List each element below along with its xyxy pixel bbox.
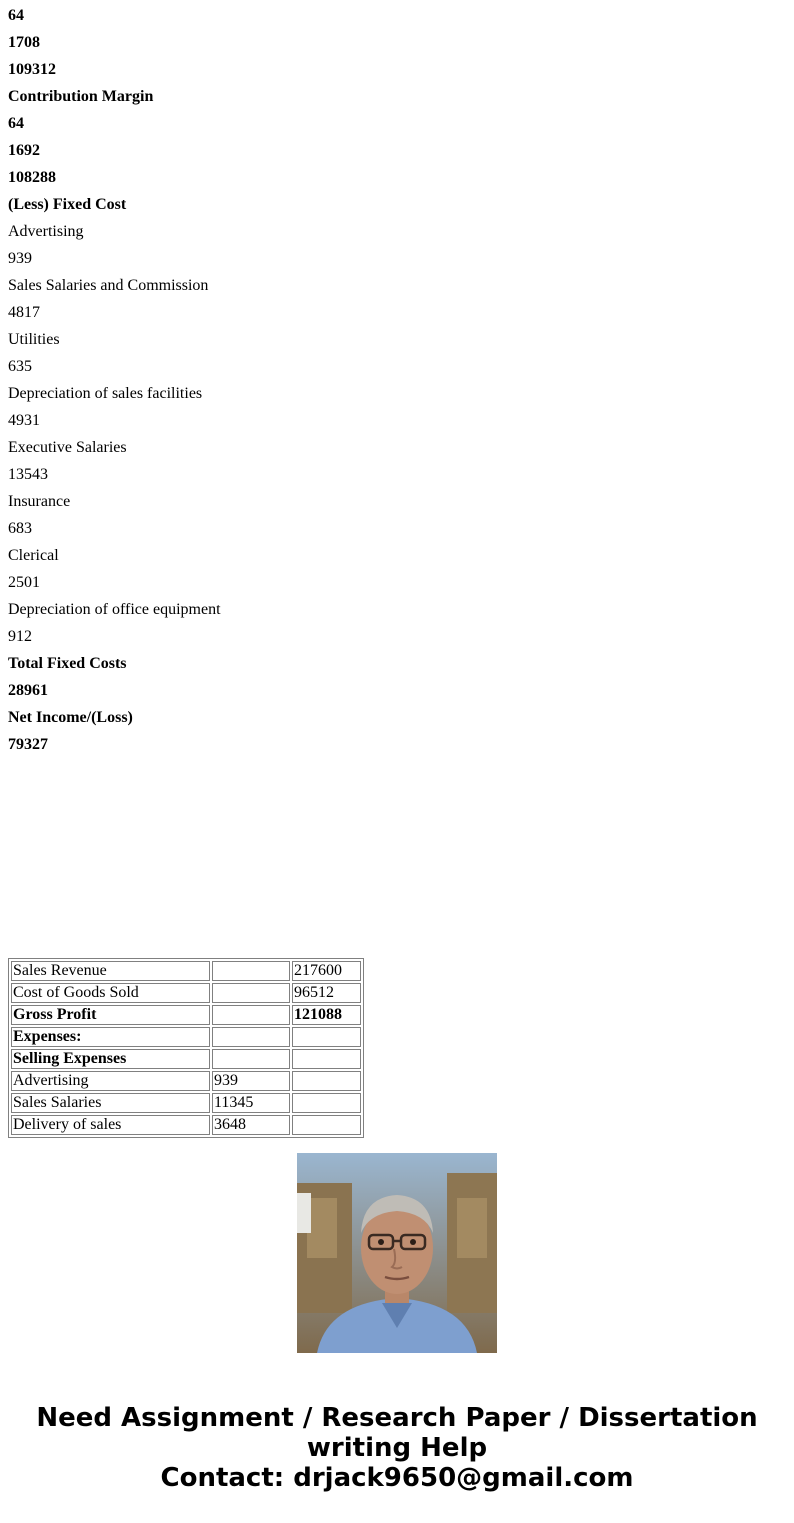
table-cell: 11345 [212, 1093, 290, 1113]
statement-line: Sales Salaries and Commission [8, 277, 209, 294]
table-cell [292, 1049, 361, 1069]
promo-banner [0, 1403, 794, 1493]
person-photo-icon [297, 1153, 497, 1353]
table-row [11, 1071, 361, 1091]
table-cell: Expenses: [11, 1027, 210, 1047]
income-statement-table-wrapper [8, 958, 368, 1133]
table-cell [292, 1093, 361, 1113]
table-cell [212, 1027, 290, 1047]
table-cell [212, 961, 290, 981]
statement-line: 2501 [8, 574, 40, 591]
statement-line: Depreciation of sales facilities [8, 385, 203, 402]
income-statement-table [8, 958, 364, 1138]
statement-line: Net Income/(Loss) [8, 709, 133, 726]
table-row [11, 1115, 361, 1135]
avatar [297, 1153, 497, 1353]
table-cell: Sales Revenue [11, 961, 210, 981]
table-cell [212, 1005, 290, 1025]
statement-line: Advertising [8, 223, 84, 240]
table-cell: Advertising [11, 1071, 210, 1091]
table-cell: Sales Salaries [11, 1093, 210, 1113]
table-row [11, 1027, 361, 1047]
statement-line: 939 [8, 250, 32, 267]
statement-line: Insurance [8, 493, 71, 510]
table-row [11, 983, 361, 1003]
statement-line: 635 [8, 358, 32, 375]
table-cell [292, 1027, 361, 1047]
statement-line: 108288 [8, 169, 56, 186]
table-cell [212, 1049, 290, 1069]
statement-line: 912 [8, 628, 32, 645]
table-cell: Selling Expenses [11, 1049, 210, 1069]
table-row [11, 1005, 361, 1025]
statement-line: (Less) Fixed Cost [8, 196, 127, 213]
table-cell: 217600 [292, 961, 361, 981]
statement-line: 13543 [8, 466, 48, 483]
table-row [11, 1093, 361, 1113]
table-cell: 121088 [292, 1005, 361, 1025]
statement-line: 64 [8, 7, 24, 24]
statement-line: 64 [8, 115, 24, 132]
table-cell [292, 1115, 361, 1135]
statement-line: Utilities [8, 331, 60, 348]
statement-line: Clerical [8, 547, 59, 564]
promo-line-2: writing Help [306, 1433, 488, 1463]
promo-line-1: Need Assignment / Research Paper / Dissertation [36, 1403, 758, 1433]
table-cell [212, 983, 290, 1003]
table-cell: Delivery of sales [11, 1115, 210, 1135]
statement-line: 109312 [8, 61, 56, 78]
table-row [11, 961, 361, 981]
statement-line: 4931 [8, 412, 40, 429]
statement-line: 1708 [8, 34, 40, 51]
statement-line: 683 [8, 520, 32, 537]
statement-text [8, 0, 788, 763]
statement-line: 1692 [8, 142, 40, 159]
statement-line: 28961 [8, 682, 48, 699]
table-cell: 3648 [212, 1115, 290, 1135]
statement-line: Contribution Margin [8, 88, 154, 105]
statement-line: Depreciation of office equipment [8, 601, 221, 618]
table-cell [292, 1071, 361, 1091]
table-cell: 96512 [292, 983, 361, 1003]
table-cell: Gross Profit [11, 1005, 210, 1025]
table-cell: Cost of Goods Sold [11, 983, 210, 1003]
promo-contact: Contact: drjack9650@gmail.com [160, 1463, 634, 1493]
statement-line: 4817 [8, 304, 40, 321]
table-cell: 939 [212, 1071, 290, 1091]
statement-line: Executive Salaries [8, 439, 127, 456]
statement-line: 79327 [8, 736, 48, 753]
statement-line: Total Fixed Costs [8, 655, 127, 672]
table-row [11, 1049, 361, 1069]
